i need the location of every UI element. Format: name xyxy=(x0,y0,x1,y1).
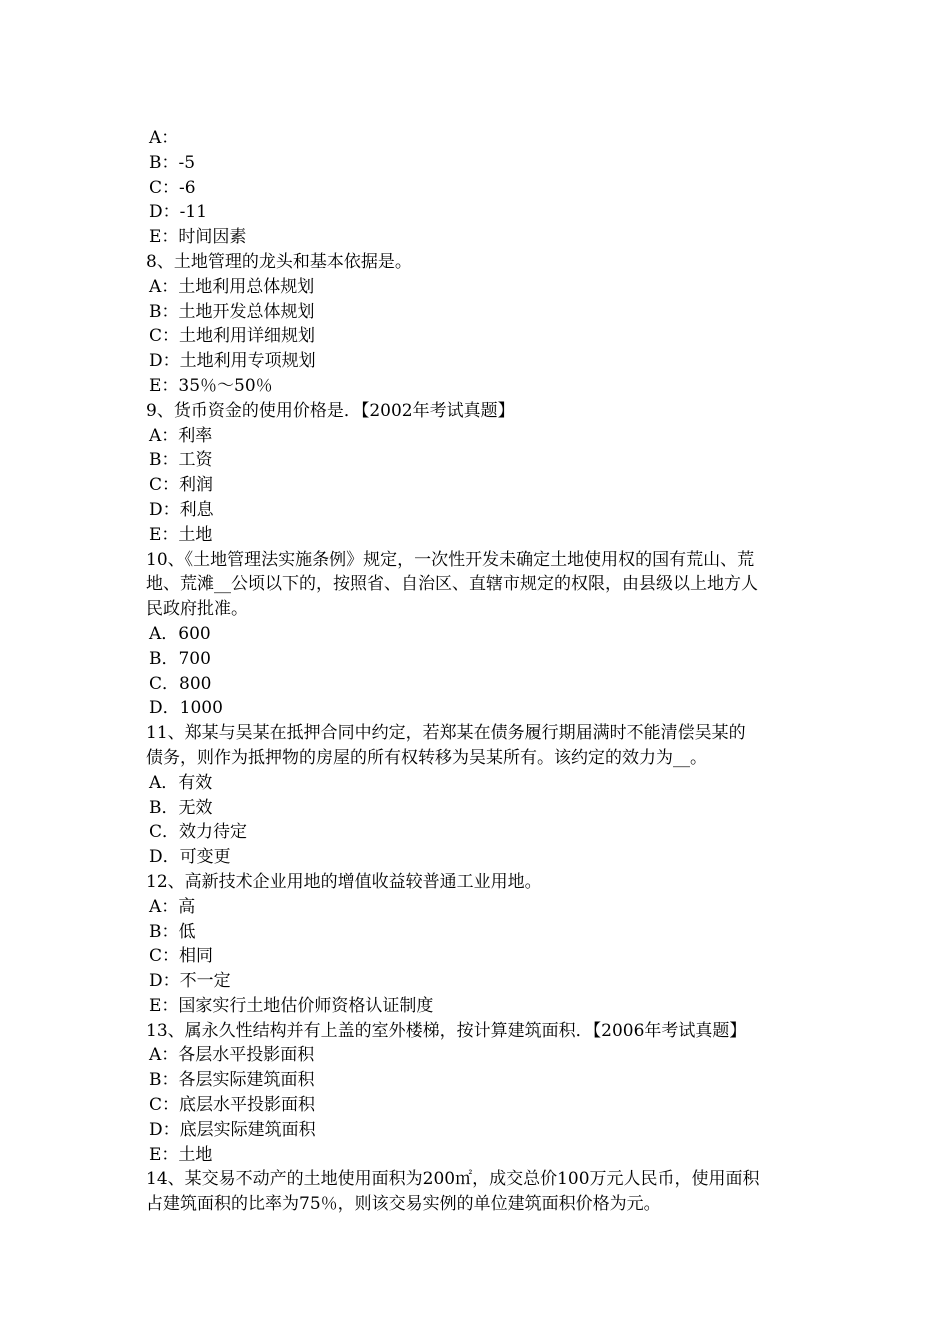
answer-option: B：工资 xyxy=(149,450,213,471)
answer-option: A：各层水平投影面积 xyxy=(149,1045,315,1066)
answer-option: B．无效 xyxy=(149,797,213,818)
answer-option: C：利润 xyxy=(149,475,214,496)
answer-option: A：土地利用总体规划 xyxy=(149,276,315,297)
question-text-line: 占建筑面积的比率为75％，则该交易实例的单位建筑面积价格为元。 xyxy=(146,1194,661,1215)
answer-option: A：利率 xyxy=(149,425,213,446)
answer-option: E：35％～50％ xyxy=(149,375,273,396)
document-body xyxy=(146,126,808,1217)
answer-option: D：土地利用专项规划 xyxy=(149,351,316,372)
question-text-line: 11、郑某与吴某在抵押合同中约定，若郑某在债务履行期届满时不能清偿吴某的 xyxy=(146,723,746,744)
question-text-line: 12、高新技术企业用地的增值收益较普通工业用地。 xyxy=(146,871,542,892)
answer-option: D：不一定 xyxy=(149,971,231,992)
question-text-line: 14、某交易不动产的土地使用面积为200㎡，成交总价100万元人民币，使用面积 xyxy=(146,1169,760,1190)
answer-option: D．可变更 xyxy=(149,847,231,868)
question-text-line: 9、货币资金的使用价格是．【2002年考试真题】 xyxy=(146,400,515,421)
question-text-line: 10、《土地管理法实施条例》规定，一次性开发未确定土地使用权的国有荒山、荒 xyxy=(146,549,755,570)
answer-option: D：利息 xyxy=(149,499,214,520)
answer-option: C．效力待定 xyxy=(149,822,248,843)
answer-option: D．1000 xyxy=(149,698,223,719)
answer-option: C：-6 xyxy=(149,177,196,198)
question-text-line: 地、荒滩__公顷以下的，按照省、自治区、直辖市规定的权限，由县级以上地方人 xyxy=(146,574,758,595)
answer-option: E：时间因素 xyxy=(149,227,247,248)
answer-option: A：高 xyxy=(149,896,196,917)
answer-option: D：-11 xyxy=(149,202,208,223)
answer-option: A．有效 xyxy=(149,772,213,793)
answer-option: A．600 xyxy=(149,623,211,644)
answer-option: C：底层水平投影面积 xyxy=(149,1095,316,1116)
answer-option: E：土地 xyxy=(149,1144,213,1165)
answer-option: D：底层实际建筑面积 xyxy=(149,1119,316,1140)
answer-option: B：低 xyxy=(149,921,196,942)
answer-option: E：土地 xyxy=(149,524,213,545)
answer-option: A： xyxy=(149,128,179,148)
answer-option: C：相同 xyxy=(149,946,214,967)
question-text-line: 民政府批准。 xyxy=(146,599,248,620)
question-text-line: 13、属永久性结构并有上盖的室外楼梯，按计算建筑面积．【2006年考试真题】 xyxy=(146,1020,747,1041)
answer-option: C：土地利用详细规划 xyxy=(149,326,316,347)
answer-option: B：土地开发总体规划 xyxy=(149,301,315,322)
answer-option: E：国家实行土地估价师资格认证制度 xyxy=(149,995,434,1016)
question-text-line: 8、土地管理的龙头和基本依据是。 xyxy=(146,251,412,272)
answer-option: C．800 xyxy=(149,673,212,694)
question-text-line: 债务，则作为抵押物的房屋的所有权转移为吴某所有。该约定的效力为__。 xyxy=(146,747,707,768)
answer-option: B：各层实际建筑面积 xyxy=(149,1070,315,1091)
answer-option: B：-5 xyxy=(149,152,196,173)
answer-option: B．700 xyxy=(149,648,211,669)
